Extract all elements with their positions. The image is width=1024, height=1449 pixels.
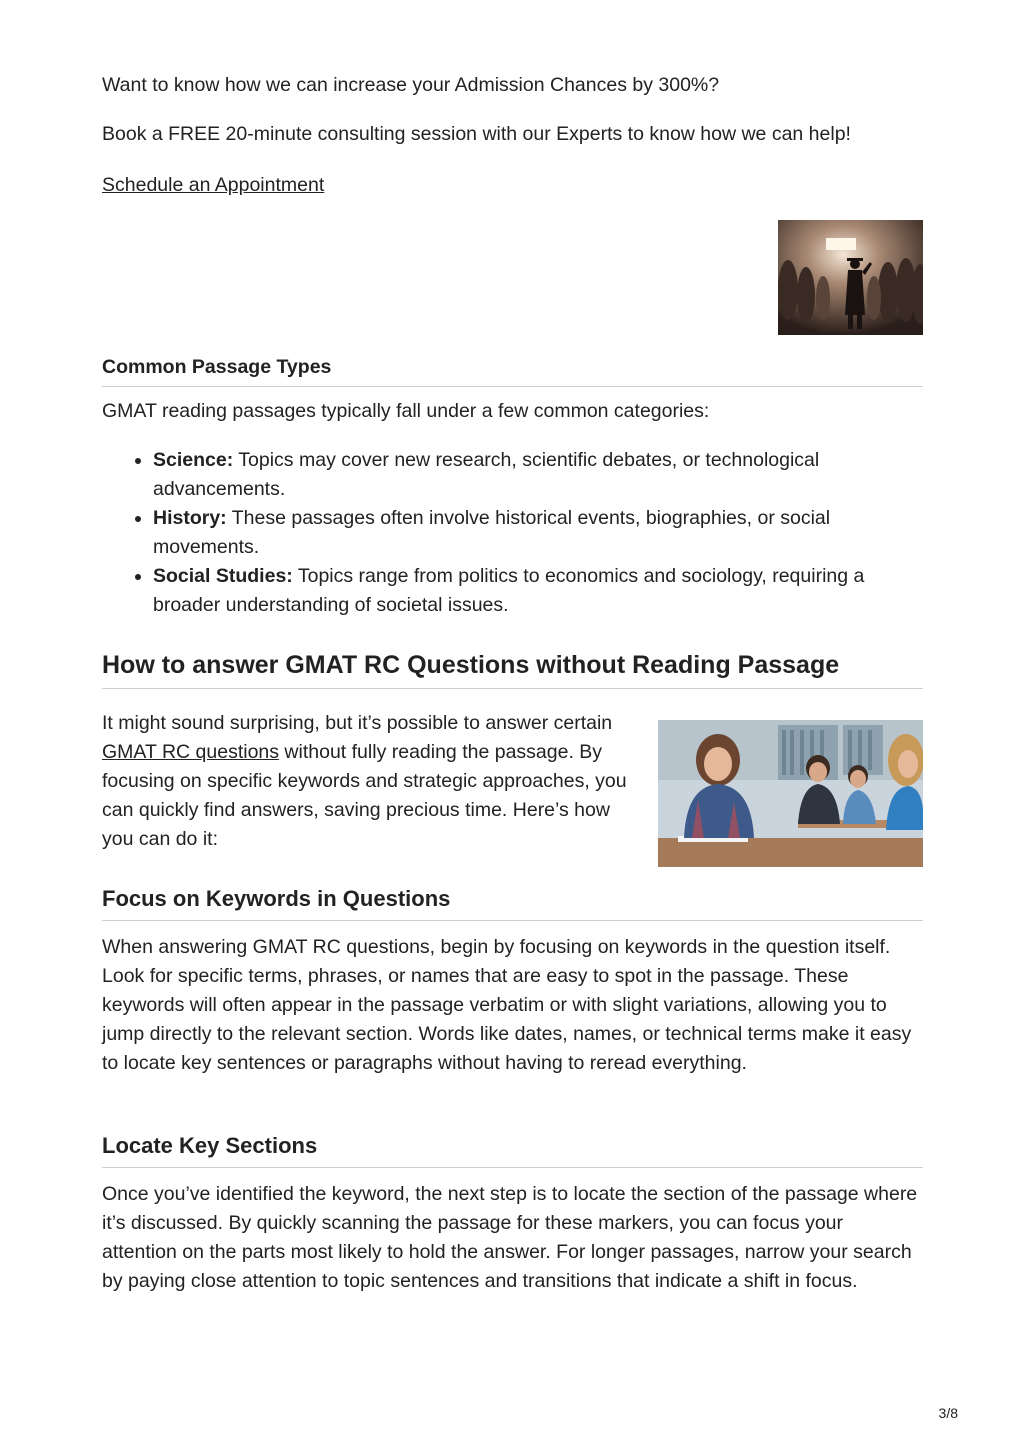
section-heading-answer-without-reading: How to answer GMAT RC Questions without Reading Passage (102, 649, 923, 689)
locate-paragraph: Once you’ve identified the keyword, the next step is to locate the section of the passage where it’s discussed. By quickly scanning the passage for these markers, you can focus your attention on the parts most likely to hold the answer. For longer passages, narrow your search by paying close attention to topic sentences and transitions that indicate a shift in focus. (102, 1183, 918, 1292)
intro-text-before: It might sound surprising, but it’s possible to answer certain (102, 712, 613, 734)
list-item-text: Topics range from politics to economics and sociology, requiring a broader understanding of societal issues. (153, 565, 865, 616)
list-item-text: Topics may cover new research, scientific debates, or technological advancements. (153, 449, 820, 500)
appointment-paragraph (102, 171, 324, 200)
gmat-rc-questions-link[interactable]: GMAT RC questions (102, 741, 280, 763)
section-heading-keywords: Focus on Keywords in Questions (102, 885, 923, 921)
promo-offer: Book a FREE 20-minute consulting session with our Experts to know how we can help! (102, 123, 851, 145)
students-exam-photo (658, 720, 923, 867)
passage-type-list (102, 446, 923, 620)
section-intro (102, 709, 632, 854)
section-heading-passage-types: Common Passage Types (102, 354, 923, 387)
section-heading-locate: Locate Key Sections (102, 1132, 923, 1168)
passage-types-intro: GMAT reading passages typically fall under a few common categories: (102, 400, 710, 422)
list-item-label: History: (153, 507, 227, 529)
keywords-paragraph: When answering GMAT RC questions, begin by focusing on keywords in the question itself. Look for specific terms, phrases, or names that are easy to spot in the passage. These keywords will often appear in the passage verbatim or with slight variations, allowing you to jump directly to the relevant section. Words like dates, names, or technical terms make it easy to locate key sentences or paragraphs without having to reread everything. (102, 936, 912, 1074)
promo-question: Want to know how we can increase your Admission Chances by 300%? (102, 74, 720, 96)
intro-text-after: without fully reading the passage. By focusing on specific keywords and strategic approaches, you can quickly find answers, saving precious time. Here’s how you can do it: (102, 741, 627, 850)
list-item-text: These passages often involve historical events, biographies, or social movements. (153, 507, 831, 558)
page-number: 3/8 (938, 1405, 958, 1421)
list-item (153, 504, 923, 562)
list-item-label: Social Studies: (153, 565, 293, 587)
list-item-label: Science: (153, 449, 234, 471)
list-item (153, 446, 923, 504)
graduate-photo (778, 220, 923, 335)
list-item (153, 562, 923, 620)
schedule-appointment-link[interactable]: Schedule an Appointment (102, 174, 325, 196)
